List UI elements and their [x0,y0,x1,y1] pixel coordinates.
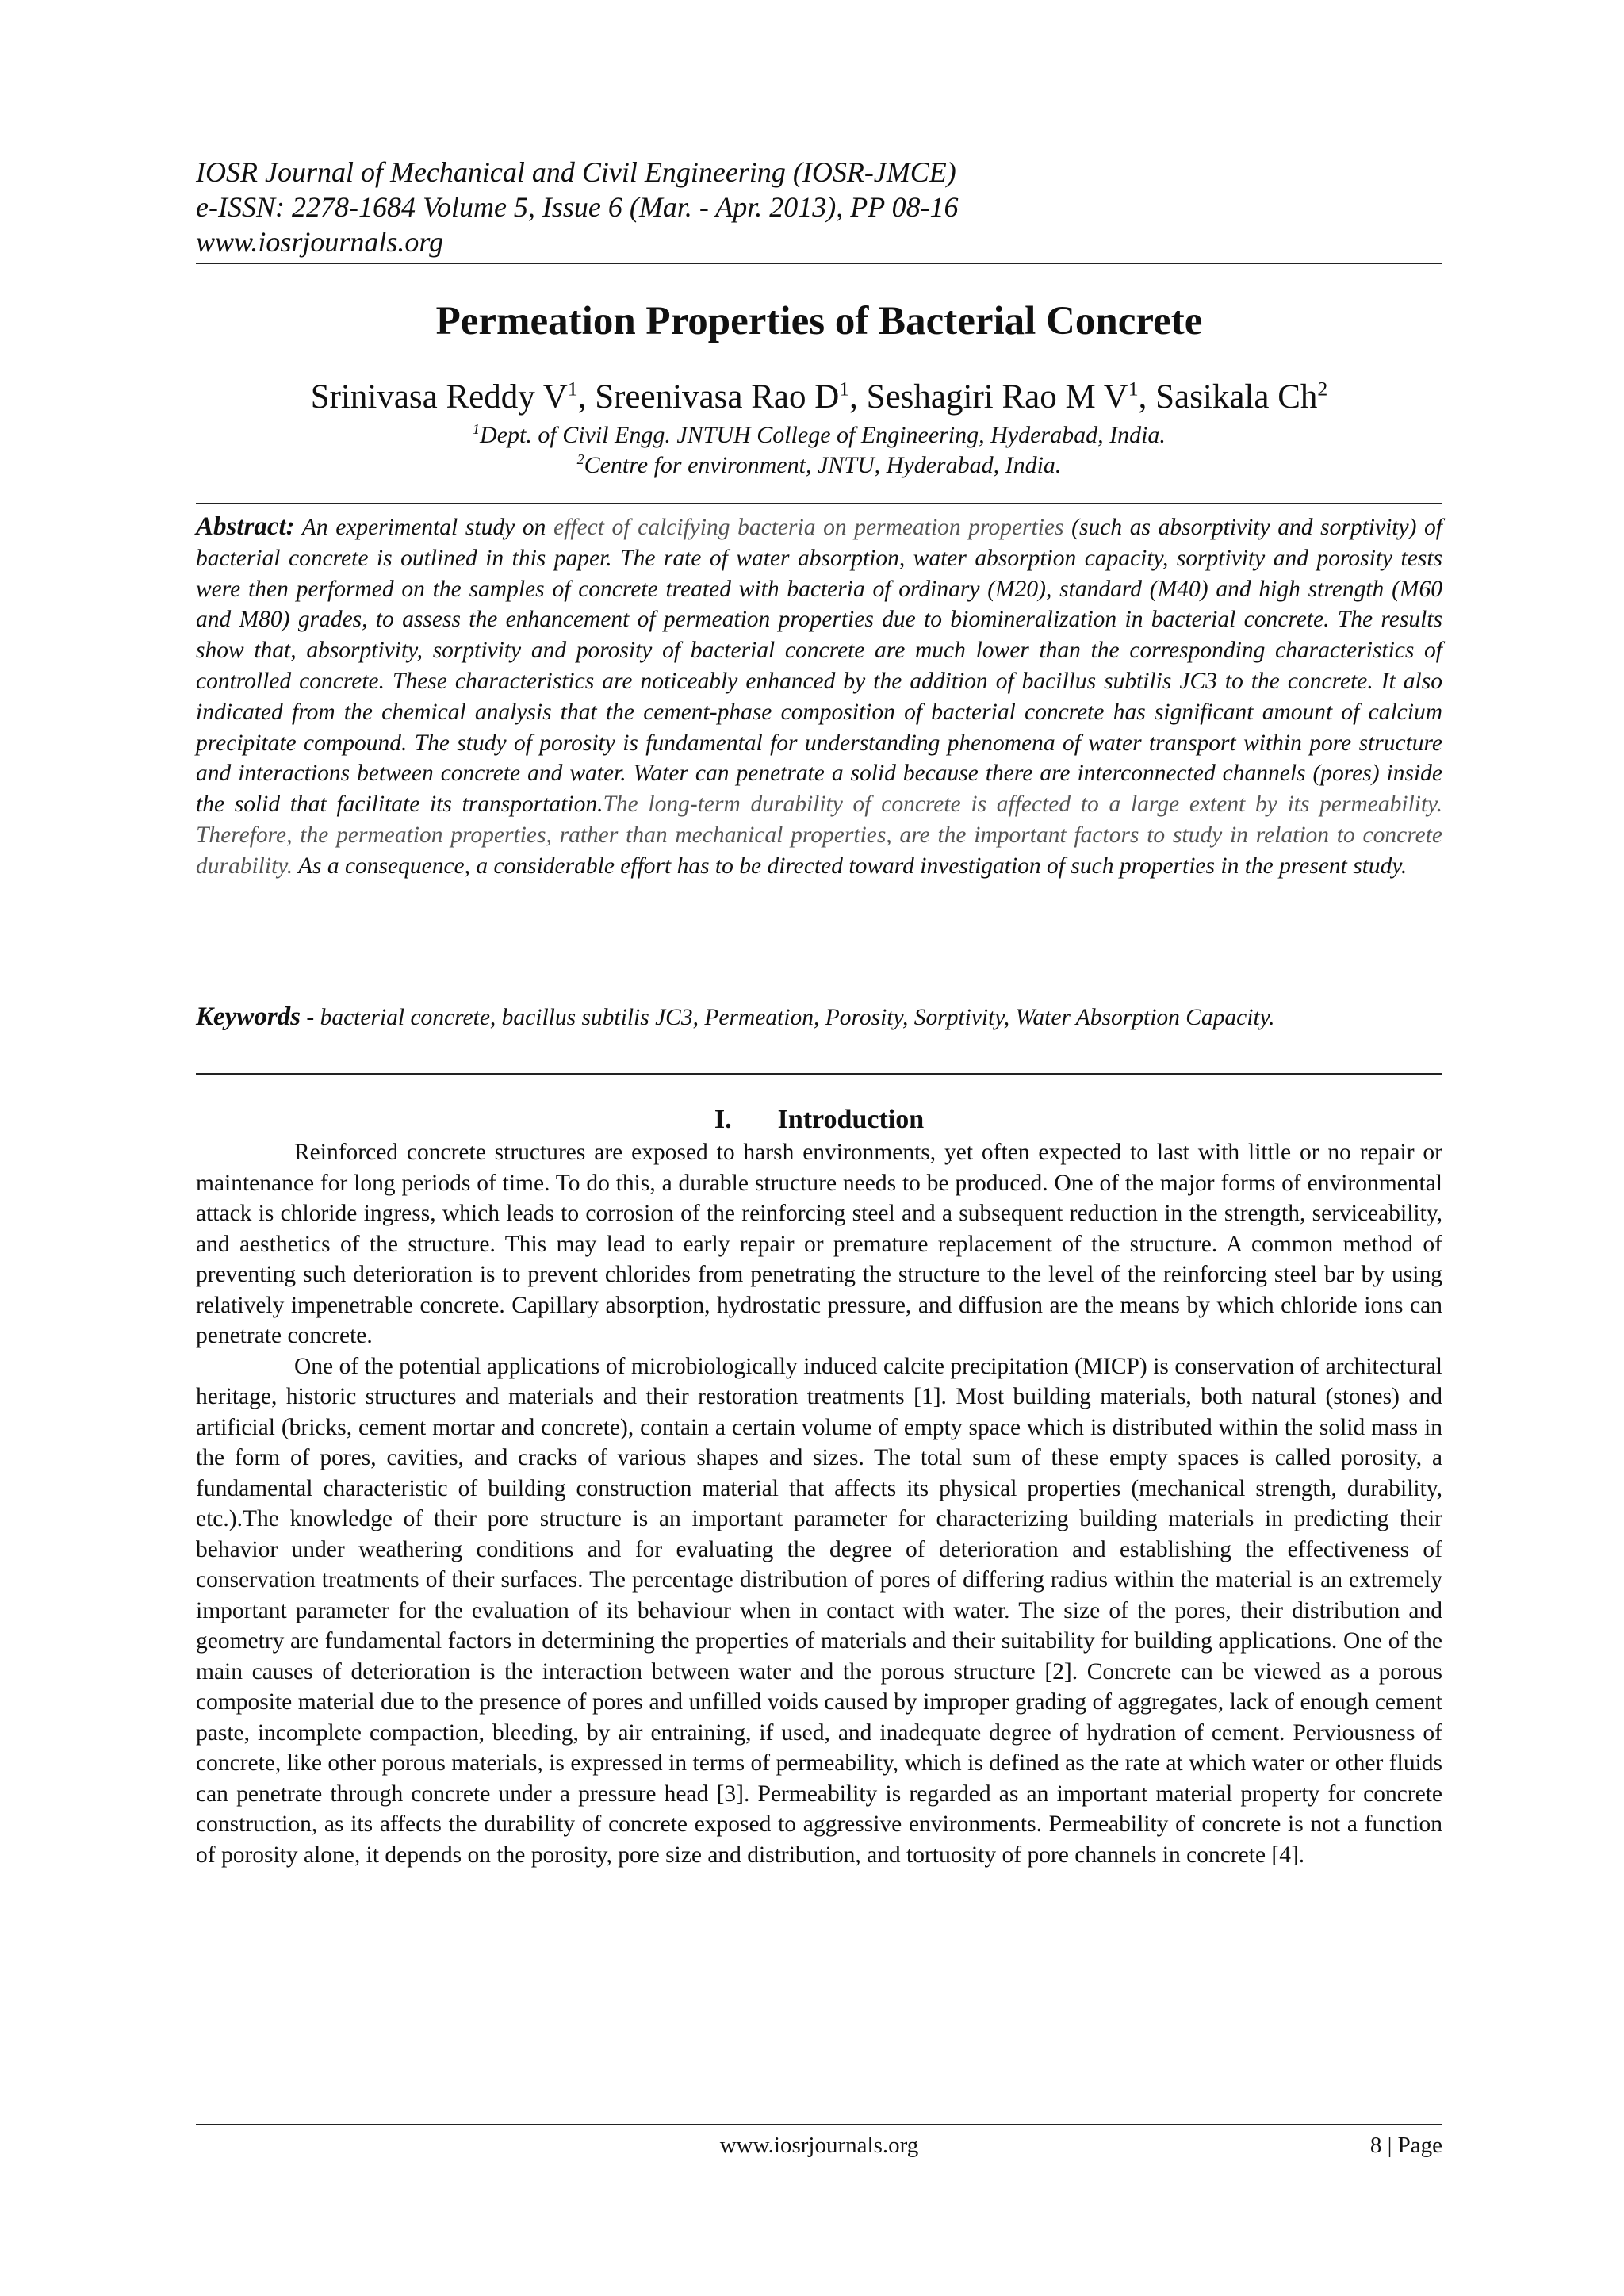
footer-divider [196,2124,1442,2125]
author-name: Sasikala Ch [1155,378,1318,416]
abstract-text: As a consequence, a considerable effort has to be directed toward investigation of such properties in the present study. [293,853,1408,879]
page-number: 8 | Page [1369,2133,1442,2158]
paper-title: Permeation Properties of Bacterial Concrete [435,299,1203,343]
abstract-top-divider [196,503,1442,504]
affiliation-text: Centre for environment, JNTU, Hyderabad, India. [584,452,1062,478]
author-separator: , [849,378,867,416]
header-divider [196,263,1442,264]
author-name: Sreenivasa Rao D [595,378,840,416]
abstract [196,512,1442,882]
keywords-text: - bacterial concrete, bacillus subtilis JC3, Permeation, Porosity, Sorptivity, Water Absorption Capacity. [301,1005,1275,1030]
affiliation-2 [196,450,1442,481]
issn-line: e-ISSN: 2278-1684 Volume 5, Issue 6 (Mar. - Apr. 2013), PP 08-16 [196,191,959,223]
abstract-text: (such as absorptivity and sorptivity) of bacterial concrete is outlined in this paper. The rate of water absorption, water absorption capacity, sorptivity and porosity tests were then performed on the samples of concrete treated with bacteria of ordinary (M20), standard (M40) and high strength (M60 and M80) grades, to assess the enhancement of permeation properties due to biomineralization in bacterial concrete. The results show that, absorptivity, sorptivity and porosity of bacterial concrete are much lower than the corresponding characteristics of controlled concrete. These characteristics are noticeably enhanced by the addition of bacillus subtilis JC3 to the concrete. It also indicated from the chemical analysis that the cement-phase composition of bacterial concrete has significant amount of calcium precipitate compound. The study of porosity is fundamental for understanding phenomena of water transport within pore structure and interactions between concrete and water. Water can penetrate a solid because there are interconnected channels (pores) inside the solid that facilitate its transportation. [196,515,1443,818]
journal-website: www.iosrjournals.org [196,226,444,258]
author-separator: , [577,378,596,416]
footer-website: www.iosrjournals.org [719,2133,919,2158]
abstract-text: An experimental study on [301,515,554,540]
author-affiliation-mark: 2 [1317,377,1328,401]
author-name: Seshagiri Rao M V [866,378,1128,416]
author-separator: , [1138,378,1156,416]
introduction-body [196,1137,1442,1870]
author-affiliation-mark: 1 [1128,377,1139,401]
paragraph: One of the potential applications of microbiologically induced calcite precipitation (MICP) is conservation of architectural heritage, historic structures and materials and their restoration treatments [1]. Most building materials, both natural (stones) and artificial (bricks, cement mortar and concrete), contain a certain volume of empty space which is distributed within the solid mass in the form of pores, cavities, and cracks of various shapes and sizes. The total sum of these empty spaces is called porosity, a fundamental characteristic of building construction material that affects its physical properties (mechanical strength, durability, etc.).The knowledge of their pore structure is an important parameter for characterizing building materials in predicting their behavior under weathering conditions and for evaluating the degree of deterioration and establishing the effectiveness of conservation treatments of their surfaces. The percentage distribution of pores of differing radius within the material is an extremely important parameter for the evaluation of its behaviour when in contact with water. The size of the pores, their distribution and geometry are fundamental factors in determining the properties of materials and their suitability for building applications. One of the main causes of deterioration is the interaction between water and the porous structure [2]. Concrete can be viewed as a porous composite material due to the presence of pores and unfilled voids caused by improper grading of aggregates, lack of enough cement paste, incomplete compaction, bleeding, by air entraining, if used, and inadequate degree of hydration of cement. Perviousness of concrete, like other porous materials, is expressed in terms of permeability, which is defined as the rate at which water or other fluids can penetrate through concrete under a pressure head [3]. Permeability is regarded as an important material property for concrete construction, as its affects the durability of concrete exposed to aggressive environments. Permeability of concrete is not a function of porosity alone, it depends on the porosity, pore size and distribution, and tortuosity of pore channels in concrete [4]. [196,1353,1442,1868]
keywords [196,1002,1442,1033]
author-list [196,375,1442,420]
section-title: Introduction [777,1105,925,1134]
affiliation-mark: 2 [576,451,584,467]
section-number: I. [714,1105,732,1134]
journal-header [196,155,1442,259]
author-name: Srinivasa Reddy V [310,378,568,416]
abstract-text: The long-term durability of concrete is affected to a large extent by its permeability. Therefore, the permeation properties, rather than mechanical properties, are the important factors to study in relation to concrete durability. [196,792,1442,879]
affiliation-text: Dept. of Civil Engg. JNTUH College of Engineering, Hyderabad, India. [480,422,1166,448]
affiliation-1 [196,420,1442,450]
journal-name: IOSR Journal of Mechanical and Civil Engineering (IOSR-JMCE) [196,156,956,188]
keywords-label: Keywords [196,1002,301,1031]
author-affiliation-mark: 1 [567,377,578,401]
paragraph: Reinforced concrete structures are exposed to harsh environments, yet often expected to last with little or no repair or maintenance for long periods of time. To do this, a durable structure needs to be produced. One of the major forms of environmental attack is chloride ingress, which leads to corrosion of the reinforcing steel and a subsequent reduction in the strength, serviceability, and aesthetics of the structure. This may lead to early repair or premature replacement of the structure. A common method of preventing such deterioration is to prevent chlorides from penetrating the structure to the level of the reinforcing steel bar by using relatively impenetrable concrete. Capillary absorption, hydrostatic pressure, and diffusion are the means by which chloride ions can penetrate concrete. [196,1140,1442,1348]
author-affiliation-mark: 1 [839,377,850,401]
abstract-text: effect of calcifying bacteria on permeation properties [553,515,1064,540]
abstract-label: Abstract: [196,512,295,541]
section-heading [196,1102,1442,1137]
abstract-bottom-divider [196,1073,1442,1075]
affiliation-mark: 1 [473,421,481,437]
